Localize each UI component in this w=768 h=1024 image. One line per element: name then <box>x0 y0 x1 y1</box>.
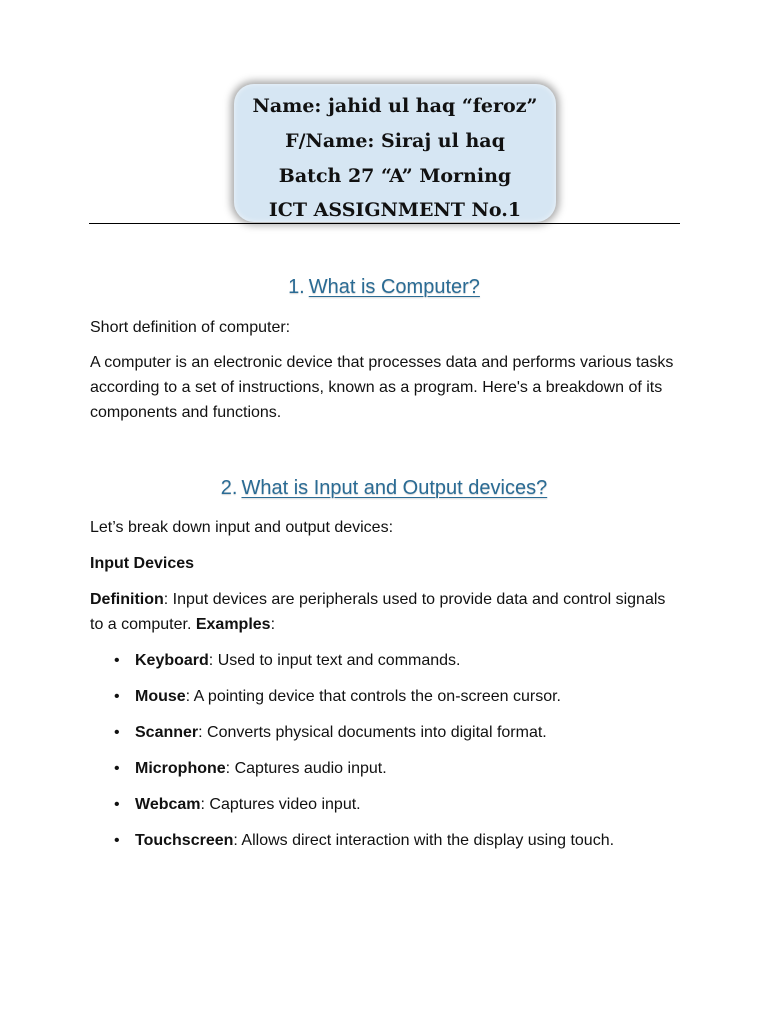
item-term: Mouse <box>135 688 186 705</box>
bullet-icon: • <box>114 724 120 741</box>
horizontal-rule <box>89 223 680 224</box>
item-term: Touchscreen <box>135 832 234 849</box>
io-intro: Let’s break down input and output devices: <box>90 519 394 536</box>
section-2-heading <box>0 477 768 500</box>
input-device-list <box>90 648 690 864</box>
item-desc: : Allows direct interaction with the display using touch. <box>233 832 615 849</box>
bullet-icon: • <box>114 760 120 777</box>
computer-definition: A computer is an electronic device that processes data and performs various tasks according to a set of instructions, known as a program. Here's a breakdown of its components and functions. <box>90 354 674 421</box>
section-1-heading <box>0 276 768 299</box>
section-2-number: 2. <box>220 477 238 499</box>
item-desc: : Used to input text and commands. <box>208 652 461 669</box>
section-2-title: What is Input and Output devices? <box>241 477 548 499</box>
list-item <box>90 792 690 828</box>
bullet-icon: • <box>114 832 120 849</box>
student-name: Name: jahid ul haq “feroz” <box>252 95 538 117</box>
list-item <box>90 684 690 720</box>
assignment-title: ICT ASSIGNMENT No.1 <box>268 199 522 221</box>
item-desc: : Captures audio input. <box>225 760 387 777</box>
list-item <box>90 756 690 792</box>
input-devices-subheading: Input Devices <box>90 555 195 572</box>
definition-text: : Input devices are peripherals used to provide data and control signals to a computer. <box>90 591 666 633</box>
bullet-icon: • <box>114 652 120 669</box>
item-desc: : Captures video input. <box>200 796 361 813</box>
list-item <box>90 720 690 756</box>
bullet-icon: • <box>114 688 120 705</box>
title-block <box>234 84 556 222</box>
list-item <box>90 828 690 864</box>
examples-colon: : <box>270 616 276 633</box>
item-term: Microphone <box>135 760 226 777</box>
bullet-icon: • <box>114 796 120 813</box>
item-term: Scanner <box>135 724 199 741</box>
list-item <box>90 648 690 684</box>
examples-label: Examples <box>195 616 271 633</box>
definition-label: Definition <box>90 591 164 608</box>
batch-label: Batch 27 “A” Morning <box>278 165 512 187</box>
input-devices-definition <box>90 587 680 637</box>
item-term: Webcam <box>135 796 201 813</box>
item-desc: : Converts physical documents into digital format. <box>198 724 547 741</box>
item-term: Keyboard <box>135 652 209 669</box>
section-1-number: 1. <box>288 276 305 298</box>
computer-intro: Short definition of computer: <box>90 319 291 336</box>
item-desc: : A pointing device that controls the on-screen cursor. <box>185 688 561 705</box>
father-name: F/Name: Siraj ul haq <box>285 130 505 152</box>
section-1-title: What is Computer? <box>308 276 480 298</box>
